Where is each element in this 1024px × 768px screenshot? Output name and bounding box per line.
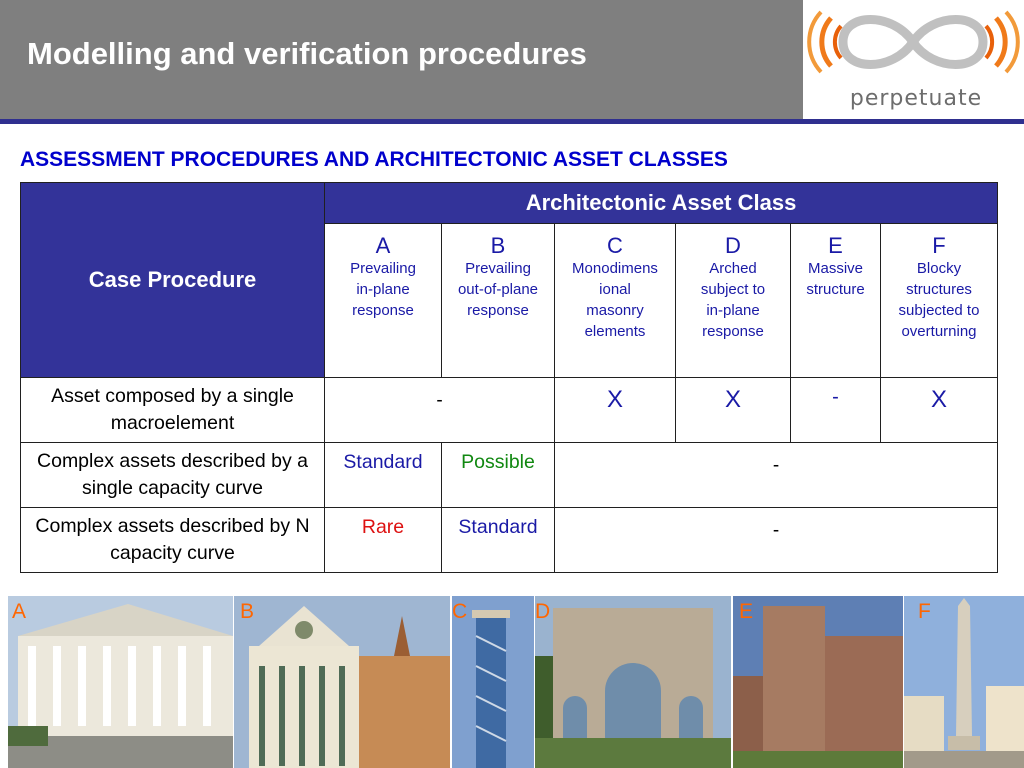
table-row xyxy=(21,443,998,508)
class-letter: C xyxy=(607,233,623,258)
row-label: Complex assets described by N capacity curve xyxy=(21,508,325,573)
photo-a-villa xyxy=(8,596,233,768)
slide-title: Modelling and verification procedures xyxy=(27,36,587,71)
class-c-header: C Monodimens ional masonry elements xyxy=(555,224,676,378)
cell-e: - xyxy=(791,378,881,443)
case-procedure-header: Case Procedure xyxy=(21,183,325,378)
table-row xyxy=(21,378,998,443)
photo-e-tower xyxy=(733,596,903,768)
photo-label-f: F xyxy=(918,600,931,623)
infinity-logo-icon xyxy=(803,0,1024,90)
class-b-header: B Prevailing out-of-plane response xyxy=(442,224,555,378)
photo-label-a: A xyxy=(12,600,27,623)
photo-label-c: C xyxy=(452,600,468,623)
row-label: Asset composed by a single macroelement xyxy=(21,378,325,443)
cell-f: X xyxy=(881,378,998,443)
class-e-header: E Massive structure xyxy=(791,224,881,378)
header-divider xyxy=(0,119,1024,124)
cell-a: Rare xyxy=(325,508,442,573)
photo-f-obelisk xyxy=(904,596,1024,768)
section-heading: ASSESSMENT PROCEDURES AND ARCHITECTONIC ASSET CLASSES xyxy=(20,148,728,171)
class-a-header: A Prevailing in-plane response xyxy=(325,224,442,378)
cell-ab: - xyxy=(325,378,555,443)
title-bar xyxy=(0,0,803,119)
class-f-header: F Blocky structures subjected to overturning xyxy=(881,224,998,378)
cell-a: Standard xyxy=(325,443,442,508)
photo-label-b: B xyxy=(240,600,255,623)
photo-d-arch xyxy=(535,596,731,768)
class-letter: E xyxy=(828,233,843,258)
perpetuate-logo xyxy=(803,0,1024,119)
photo-label-d: D xyxy=(535,600,551,623)
cell-c: X xyxy=(555,378,676,443)
class-letter: F xyxy=(932,233,946,258)
cell-b: Standard xyxy=(442,508,555,573)
photo-label-e: E xyxy=(739,600,754,623)
cell-cf: - xyxy=(555,443,998,508)
cell-cf: - xyxy=(555,508,998,573)
table-row xyxy=(21,508,998,573)
example-photo-strip xyxy=(0,596,1024,768)
assessment-table xyxy=(20,182,998,573)
photo-c-minaret xyxy=(452,596,534,768)
logo-wordmark: perpetuate xyxy=(849,86,983,111)
class-letter: A xyxy=(375,233,391,258)
asset-class-header: Architectonic Asset Class xyxy=(325,183,998,224)
cell-b: Possible xyxy=(442,443,555,508)
class-letter: D xyxy=(725,233,741,258)
photo-b-church xyxy=(234,596,450,768)
row-label: Complex assets described by a single capacity curve xyxy=(21,443,325,508)
class-letter: B xyxy=(490,233,506,258)
cell-d: X xyxy=(676,378,791,443)
class-d-header: D Arched subject to in-plane response xyxy=(676,224,791,378)
